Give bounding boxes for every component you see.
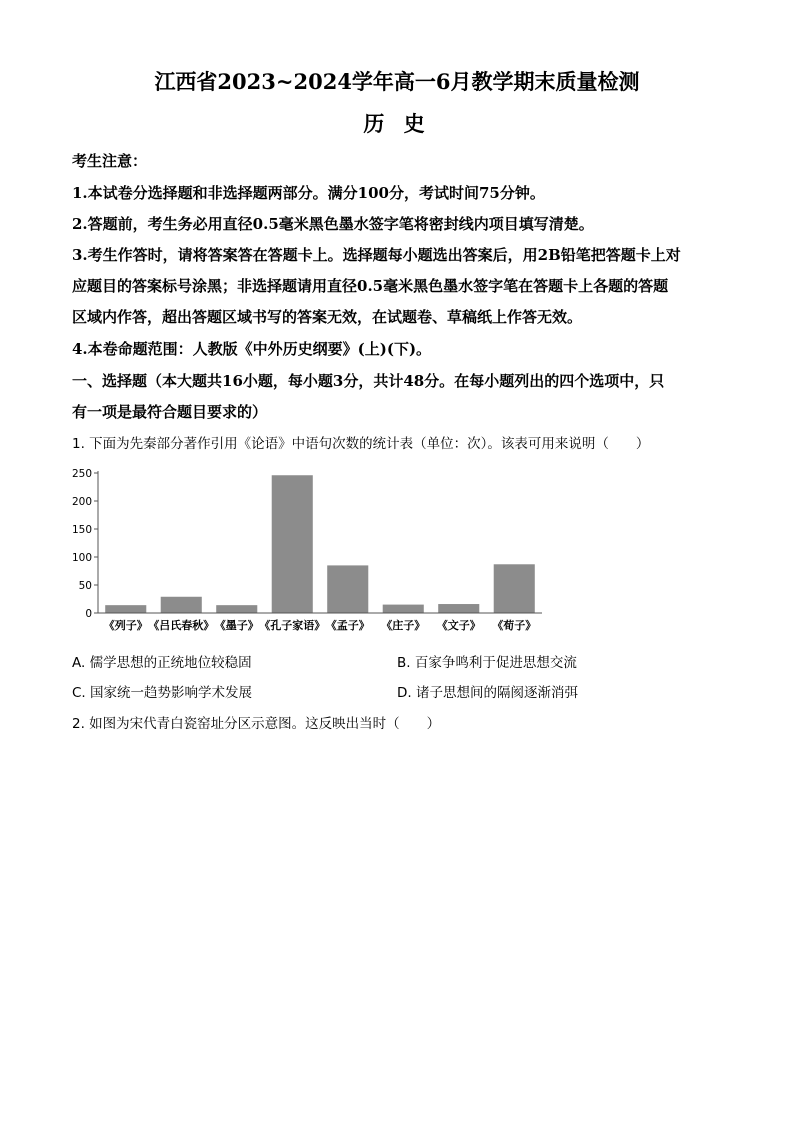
section-heading-line-2: 有一项是最符合题目要求的）	[72, 403, 268, 421]
bar-6	[383, 605, 424, 613]
x-category-label: 《墨子》	[214, 619, 259, 632]
bar-8	[494, 564, 535, 613]
exam-title: 江西省2023~2024学年高一6月教学期末质量检测	[154, 69, 640, 94]
question-1-option-b[interactable]: B. 百家争鸣利于促进思想交流	[397, 655, 577, 671]
bar-2	[161, 597, 202, 613]
notice-heading: 考生注意：	[72, 152, 148, 170]
y-tick-label: 100	[71, 552, 92, 564]
notice-item-3-line-3: 区域内作答，超出答题区域书写的答案无效，在试题卷、草稿纸上作答无效。	[72, 308, 583, 326]
subject-title: 历 史	[363, 111, 431, 136]
bar-5	[327, 565, 368, 613]
notice-item-3-line-2: 应题目的答案标号涂黑；非选择题请用直径0.5毫米黑色墨水签字笔在答题卡上各题的答题	[72, 277, 669, 295]
x-category-label: 《庄子》	[381, 619, 426, 632]
bar-1	[105, 605, 146, 613]
bar-3	[216, 605, 257, 613]
question-1-stem: 1. 下面为先秦部分著作引用《论语》中语句次数的统计表（单位：次）。该表可用来说明（ ）	[72, 436, 650, 452]
bar-7	[438, 604, 479, 613]
x-category-label: 《孟子》	[325, 619, 370, 632]
x-category-label: 《列子》	[103, 619, 148, 632]
x-category-label: 《吕氏春秋》	[148, 619, 215, 632]
y-tick-label: 50	[78, 580, 92, 592]
y-tick-label: 250	[71, 468, 92, 480]
notice-item-1: 1.本试卷分选择题和非选择题两部分。满分100分，考试时间75分钟。	[72, 184, 545, 202]
y-tick-label: 150	[71, 524, 92, 536]
notice-item-2: 2.答题前，考生务必用直径0.5毫米黑色墨水签字笔将密封线内项目填写清楚。	[72, 215, 594, 233]
question-1-option-d[interactable]: D. 诸子思想间的隔阂逐渐消弭	[397, 685, 578, 701]
y-tick-label: 200	[71, 496, 92, 508]
question-1-option-c[interactable]: C. 国家统一趋势影响学术发展	[72, 685, 253, 701]
y-tick-label: 0	[85, 608, 92, 620]
x-category-label: 《荀子》	[492, 619, 537, 632]
x-category-label: 《文子》	[436, 619, 481, 632]
section-heading-line-1: 一、选择题（本大题共16小题，每小题3分，共计48分。在每小题列出的四个选项中，只	[72, 372, 665, 390]
question-2-stem: 2. 如图为宋代青白瓷窑址分区示意图。这反映出当时（ ）	[72, 716, 441, 732]
question-1-option-a[interactable]: A. 儒学思想的正统地位较稳固	[72, 655, 252, 671]
bar-4	[272, 475, 313, 613]
x-category-label: 《孔子家语》	[259, 619, 326, 632]
notice-item-4: 4.本卷命题范围：人教版《中外历史纲要》(上)(下)。	[72, 340, 432, 358]
quotation-bar-chart	[70, 460, 550, 635]
notice-item-3-line-1: 3.考生作答时，请将答案答在答题卡上。选择题每小题选出答案后，用2B铅笔把答题卡上对	[72, 246, 681, 264]
